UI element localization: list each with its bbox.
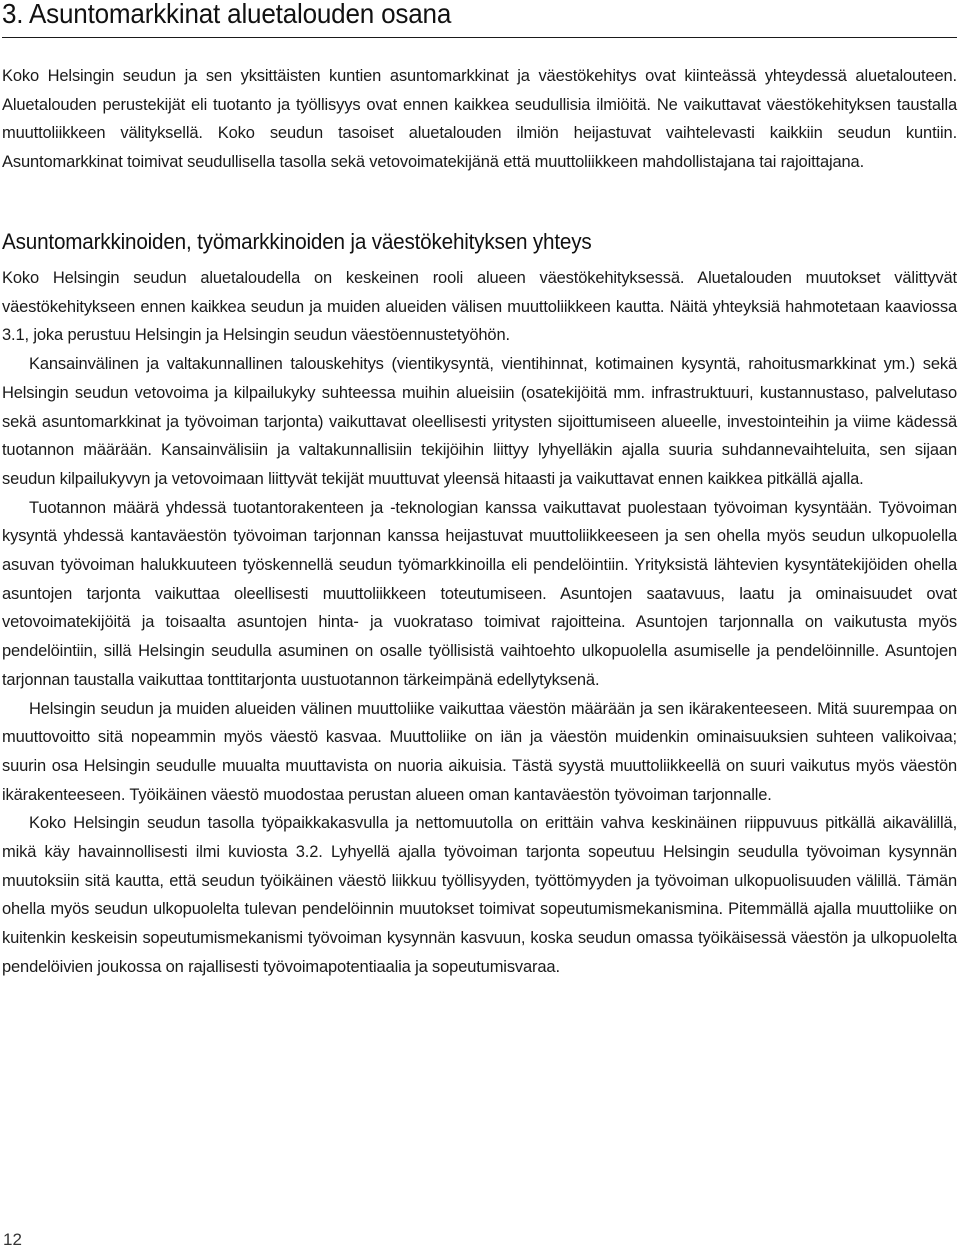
body-paragraph: Koko Helsingin seudun tasolla työpaikkakasvulla ja nettomuutolla on erittäin vahva keskinäinen riippuvuus pitkällä aikavälillä, mikä käy havainnollisesti ilmi kuviosta 3.2. Lyhyellä ajalla työvoiman tarjonta sopeutuu Helsingin seudulla työvoiman kysynnän muutoksiin sitä kautta, että seudun työikäinen väestö liikkuu työllisyyden, työttömyyden ja työvoiman ulkopuolisuuden välillä. Tämän ohella myös seudun ulkopuolelta tulevan pendelöinnin muutokset toimivat sopeutumismekanismina. Pitemmällä ajalla muuttoliike on kuitenkin keskeisin sopeutumismekanismi työvoiman kysynnän kasvuun, koska seudun omassa työikäisessä väestön ja ulkopuolelta pendelöivien joukossa on rajallisesti työvoimapotentiaalia ja sopeutumisvaraa.: [2, 814, 957, 976]
body-paragraph: Kansainvälinen ja valtakunnallinen talouskehitys (vientikysyntä, vientihinnat, kotimainen kysyntä, rahoitusmarkkinat ym.) sekä Helsingin seudun vetovoima ja kilpailukyky suhteessa muihin alueisiin (osatekijöitä mm. infrastruktuuri, kustannustaso, palvelutaso sekä asuntomarkkinat ja työvoiman tarjonta) vaikuttavat oleellisesti yritysten sijoittumiseen alueelle, investointeihin ja viime kädessä tuotannon määrään. Kansainvälisiin ja valtakunnallisiin tekijöihin liittyy lyhyelläkin ajalla suuria suhdannevaihteluita, sen sijaan seudun kilpailukyvyn ja vetovoimaan liittyvät tekijät muuttuvat yleensä hitaasti ja vaikuttavat ennen kaikkea pitkällä ajalla.: [2, 355, 957, 488]
section-heading: Asuntomarkkinoiden, työmarkkinoiden ja väestökehityksen yhteys: [2, 229, 592, 254]
body-paragraph: Tuotannon määrä yhdessä tuotantorakenteen ja -teknologian kanssa vaikuttavat puolestaan työvoiman kysyntään. Työvoiman kysyntä yhdessä kantaväestön työvoiman tarjonnan kanssa heijastuvat muuttoliikkeeseen ja sen ohella myös seudun ulkopuolella asuvan työvoiman halukkuuteen työskennellä seudun työmarkkinoilla eli pendelöintiin. Yrityksistä lähtevien kysyntätekijöiden ohella asuntojen tarjonta vaikuttaa oleellisesti muuttoliikkeen toteutumiseen. Asuntojen saatavuus, laatu ja ominaisuudet ovat vetovoimatekijöitä ja toisaalta asuntojen hinta- ja vuokrataso toimivat rajoitteina. Asuntojen tarjonnalla on vaikutusta myös pendelöintiin, sillä Helsingin seudulla asuminen on osalle työllisistä vaihtoehto ulkopuolella asumiselle ja pendelöinnille. Asuntojen tarjonnan taustalla vaikuttaa tonttitarjonta uustuotannon tärkeimpänä edellytyksenä.: [2, 498, 957, 689]
intro-paragraph: Koko Helsingin seudun ja sen yksittäisten kuntien asuntomarkkinat ja väestökehitys ovat kiinteässä yhteydessä aluetalouteen. Aluetalouden perustekijät eli tuotanto ja työllisyys ovat ennen kaikkea seudullisia ilmiöitä. Ne vaikuttavat väestökehityksen taustalla muuttoliikkeen välityksellä. Koko seudun tasoiset aluetalouden ilmiön heijastuvat vaihtelevasti kaikkiin seudun kuntiin. Asuntomarkkinat toimivat seudullisella tasolla sekä vetovoimatekijänä että muuttoliikkeen mahdollistajana tai rajoittajana.: [2, 67, 957, 172]
chapter-title: 3. Asuntomarkkinat aluetalouden osana: [2, 0, 452, 29]
body-paragraph: Helsingin seudun ja muiden alueiden välinen muuttoliike vaikuttaa väestön määrään ja sen ikärakenteeseen. Mitä suurempaa on muuttovoitto sitä nopeammin myös väestö kasvaa. Muuttoliike on iän ja väestön muidenkin ominaisuuksien suhteen valikoivaa; suurin osa Helsingin seudulle muualta muuttavista on nuoria aikuisia. Tästä syystä muuttoliikkeellä on suuri vaikutus myös väestön ikärakenteeseen. Työikäinen väestö muodostaa perustan alueen oman kantaväestön työvoiman tarjonnalle.: [2, 699, 957, 804]
section-body: [2, 264, 957, 982]
body-paragraph: Koko Helsingin seudun aluetaloudella on keskeinen rooli alueen väestökehityksessä. Aluetalouden muutokset välittyvät väestökehitykseen ennen kaikkea seudun ja muiden alueiden välisen muuttoliikkeen kautta. Näitä yhteyksiä hahmotetaan kaaviossa 3.1, joka perustuu Helsingin ja Helsingin seudun väestöennustetyöhön.: [2, 269, 957, 345]
page-number: 12: [3, 1230, 22, 1249]
title-divider: [2, 37, 957, 38]
